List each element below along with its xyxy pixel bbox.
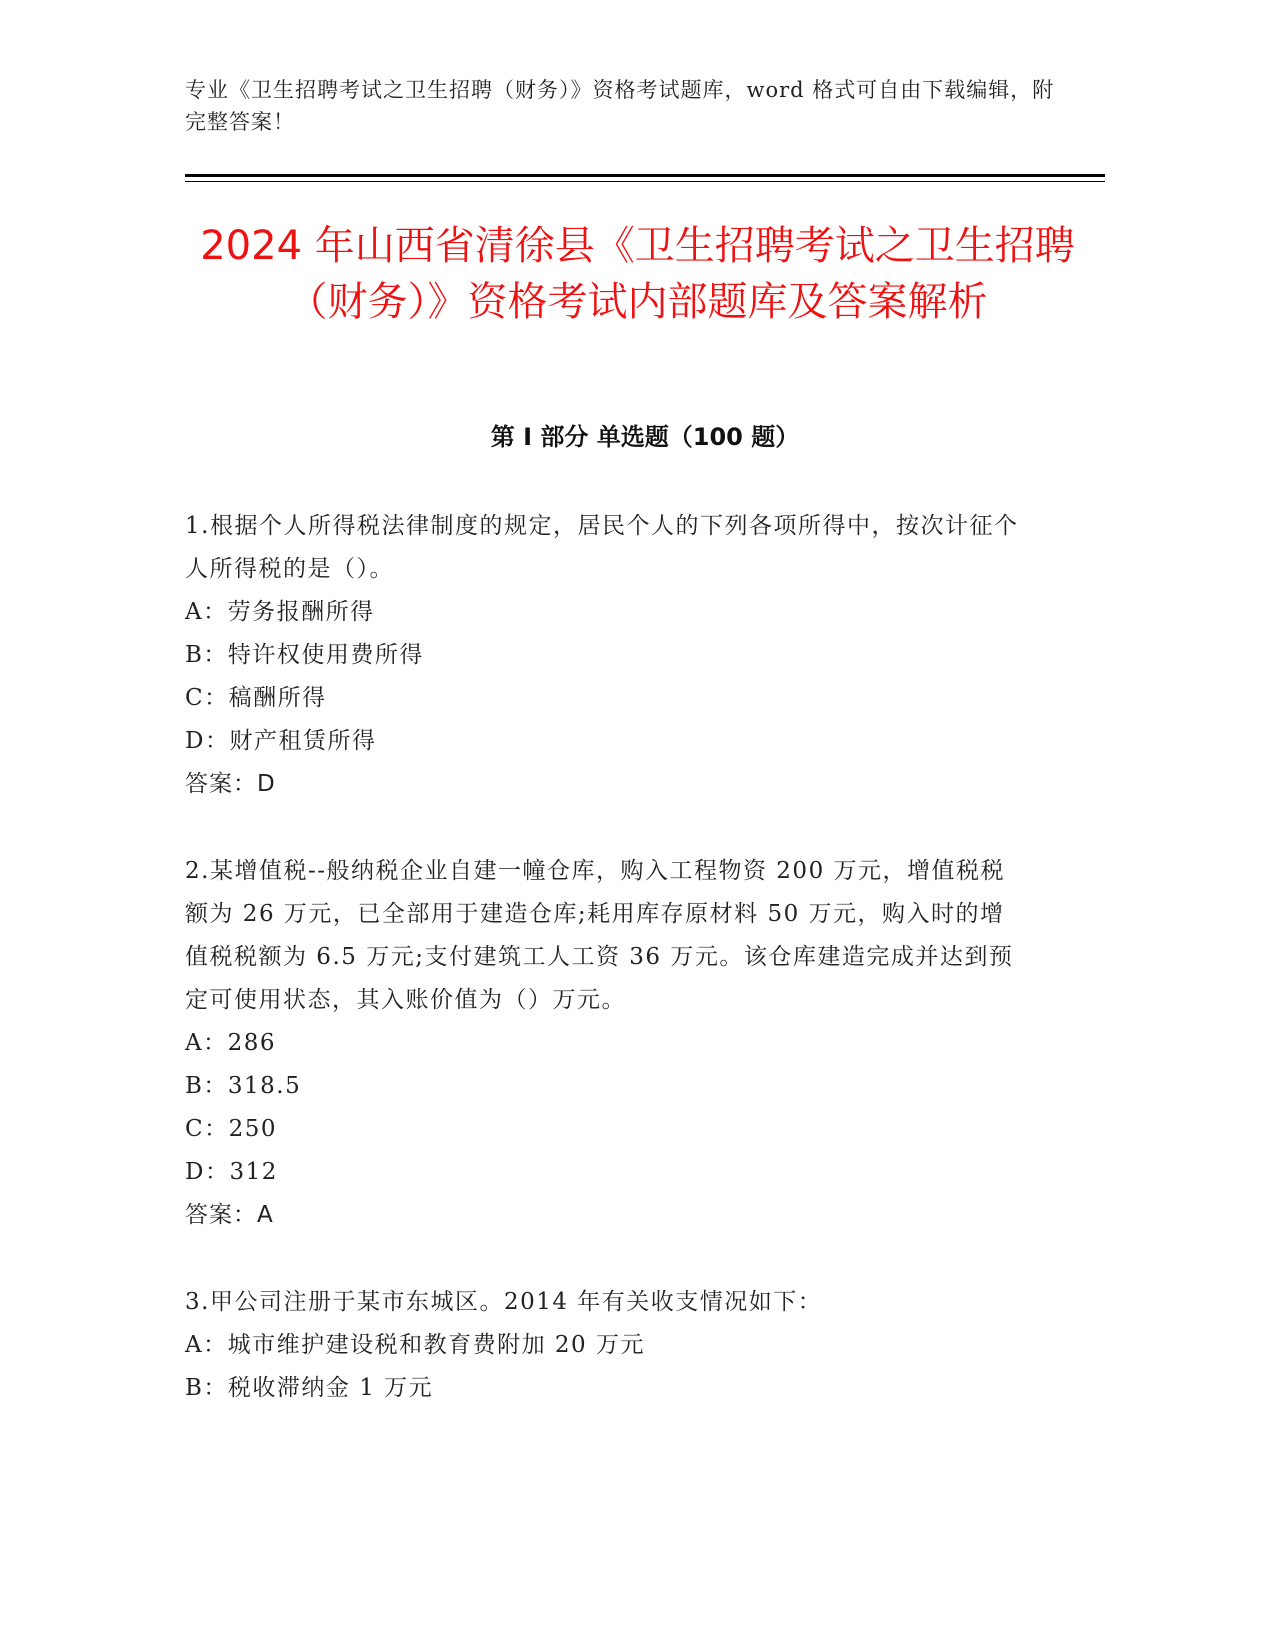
answer: 答案：A [185, 1202, 274, 1228]
question-1 [185, 505, 1025, 806]
question-list [185, 505, 1025, 1410]
header-divider-thin [185, 181, 1105, 182]
header-note: 专业《卫生招聘考试之卫生招聘（财务）》资格考试题库，word 格式可自由下载编辑，附完整答案！ [185, 78, 1055, 134]
option-c: C：250 [185, 1116, 277, 1142]
question-stem: 1.根据个人所得税法律制度的规定，居民个人的下列各项所得中，按次计征个人所得税的是（）。 [185, 513, 1019, 582]
option-d: D：财产租赁所得 [185, 728, 377, 754]
option-a: A：劳务报酬所得 [185, 599, 375, 625]
header-divider-thick [185, 174, 1105, 177]
option-b: B：特许权使用费所得 [185, 642, 424, 668]
section-heading: 第 I 部分 单选题（100 题） [490, 423, 800, 451]
document-title: 2024 年山西省清徐县《卫生招聘考试之卫生招聘（财务）》资格考试内部题库及答案解析 [200, 223, 1075, 325]
option-b: B：税收滞纳金 1 万元 [185, 1375, 434, 1401]
question-stem: 2.某增值税--般纳税企业自建一幢仓库，购入工程物资 200 万元，增值税税额为 26 万元，已全部用于建造仓库;耗用库存原材料 50 万元，购入时的增值税税额为 6.5 万元;支付建筑工人工资 36 万元。该仓库建造完成并达到预定可使用状态，其入账价值为（）万元。 [185, 858, 1014, 1013]
question-spacer [185, 1237, 1025, 1281]
question-2 [185, 850, 1025, 1237]
question-spacer [185, 806, 1025, 850]
answer: 答案：D [185, 771, 276, 797]
option-b: B：318.5 [185, 1073, 302, 1099]
option-d: D：312 [185, 1159, 278, 1185]
question-3 [185, 1281, 1025, 1410]
option-a: A：城市维护建设税和教育费附加 20 万元 [185, 1332, 645, 1358]
question-stem: 3.甲公司注册于某市东城区。2014 年有关收支情况如下： [185, 1289, 823, 1315]
option-c: C：稿酬所得 [185, 685, 327, 711]
option-a: A：286 [185, 1030, 277, 1056]
